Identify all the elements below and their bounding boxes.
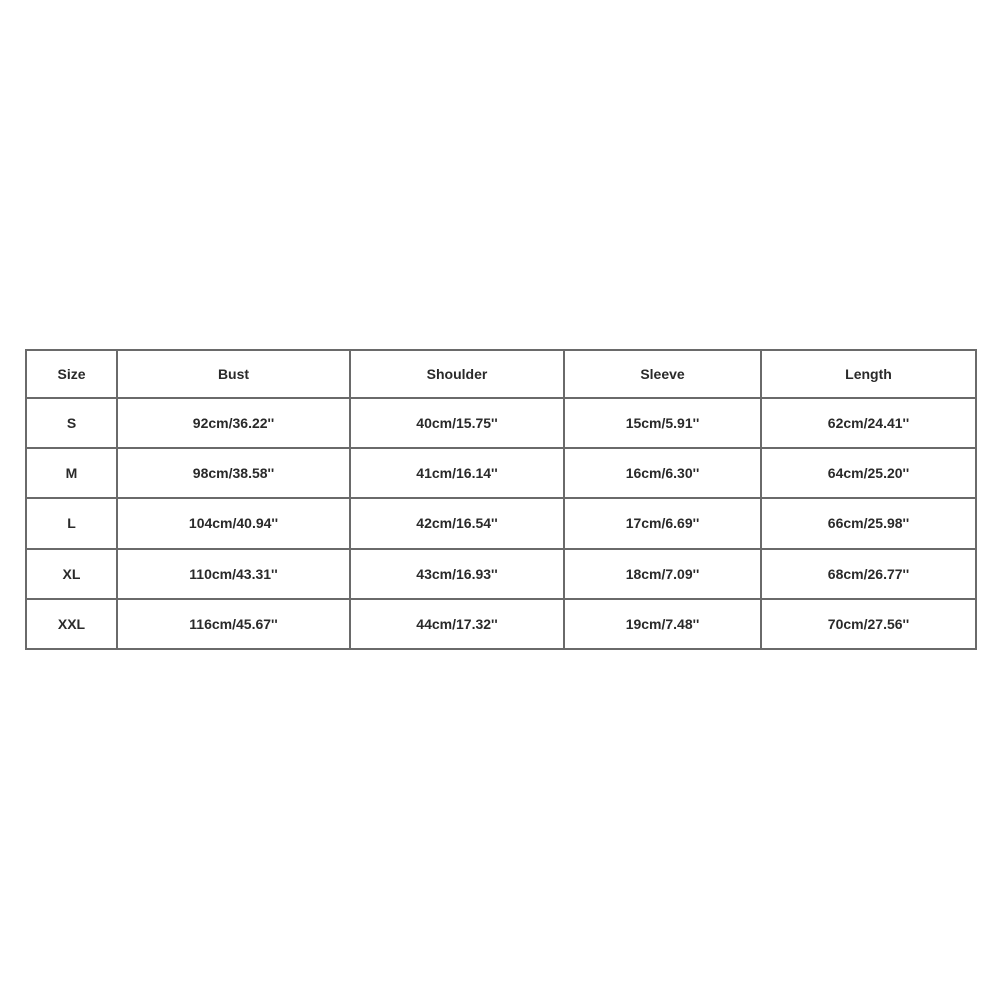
cell-bust: 116cm/45.67'': [117, 599, 350, 649]
table-row: [26, 549, 976, 599]
cell-bust: 110cm/43.31'': [117, 549, 350, 599]
table-row: [26, 448, 976, 498]
header-bust: Bust: [117, 350, 350, 398]
cell-sleeve: 16cm/6.30'': [564, 448, 761, 498]
cell-length: 62cm/24.41'': [761, 398, 976, 448]
cell-shoulder: 41cm/16.14'': [350, 448, 564, 498]
cell-sleeve: 15cm/5.91'': [564, 398, 761, 448]
cell-bust: 104cm/40.94'': [117, 498, 350, 548]
cell-length: 70cm/27.56'': [761, 599, 976, 649]
table-header-row: [26, 350, 976, 398]
cell-bust: 92cm/36.22'': [117, 398, 350, 448]
cell-sleeve: 17cm/6.69'': [564, 498, 761, 548]
cell-bust: 98cm/38.58'': [117, 448, 350, 498]
table-row: [26, 599, 976, 649]
header-length: Length: [761, 350, 976, 398]
table-row: [26, 498, 976, 548]
table-row: [26, 398, 976, 448]
header-size: Size: [26, 350, 117, 398]
header-shoulder: Shoulder: [350, 350, 564, 398]
cell-length: 68cm/26.77'': [761, 549, 976, 599]
cell-size: S: [26, 398, 117, 448]
header-sleeve: Sleeve: [564, 350, 761, 398]
cell-size: XXL: [26, 599, 117, 649]
cell-sleeve: 18cm/7.09'': [564, 549, 761, 599]
size-chart-table: [25, 349, 977, 650]
cell-sleeve: 19cm/7.48'': [564, 599, 761, 649]
cell-size: L: [26, 498, 117, 548]
cell-shoulder: 44cm/17.32'': [350, 599, 564, 649]
cell-size: XL: [26, 549, 117, 599]
cell-length: 66cm/25.98'': [761, 498, 976, 548]
cell-shoulder: 42cm/16.54'': [350, 498, 564, 548]
cell-size: M: [26, 448, 117, 498]
cell-shoulder: 43cm/16.93'': [350, 549, 564, 599]
cell-shoulder: 40cm/15.75'': [350, 398, 564, 448]
cell-length: 64cm/25.20'': [761, 448, 976, 498]
